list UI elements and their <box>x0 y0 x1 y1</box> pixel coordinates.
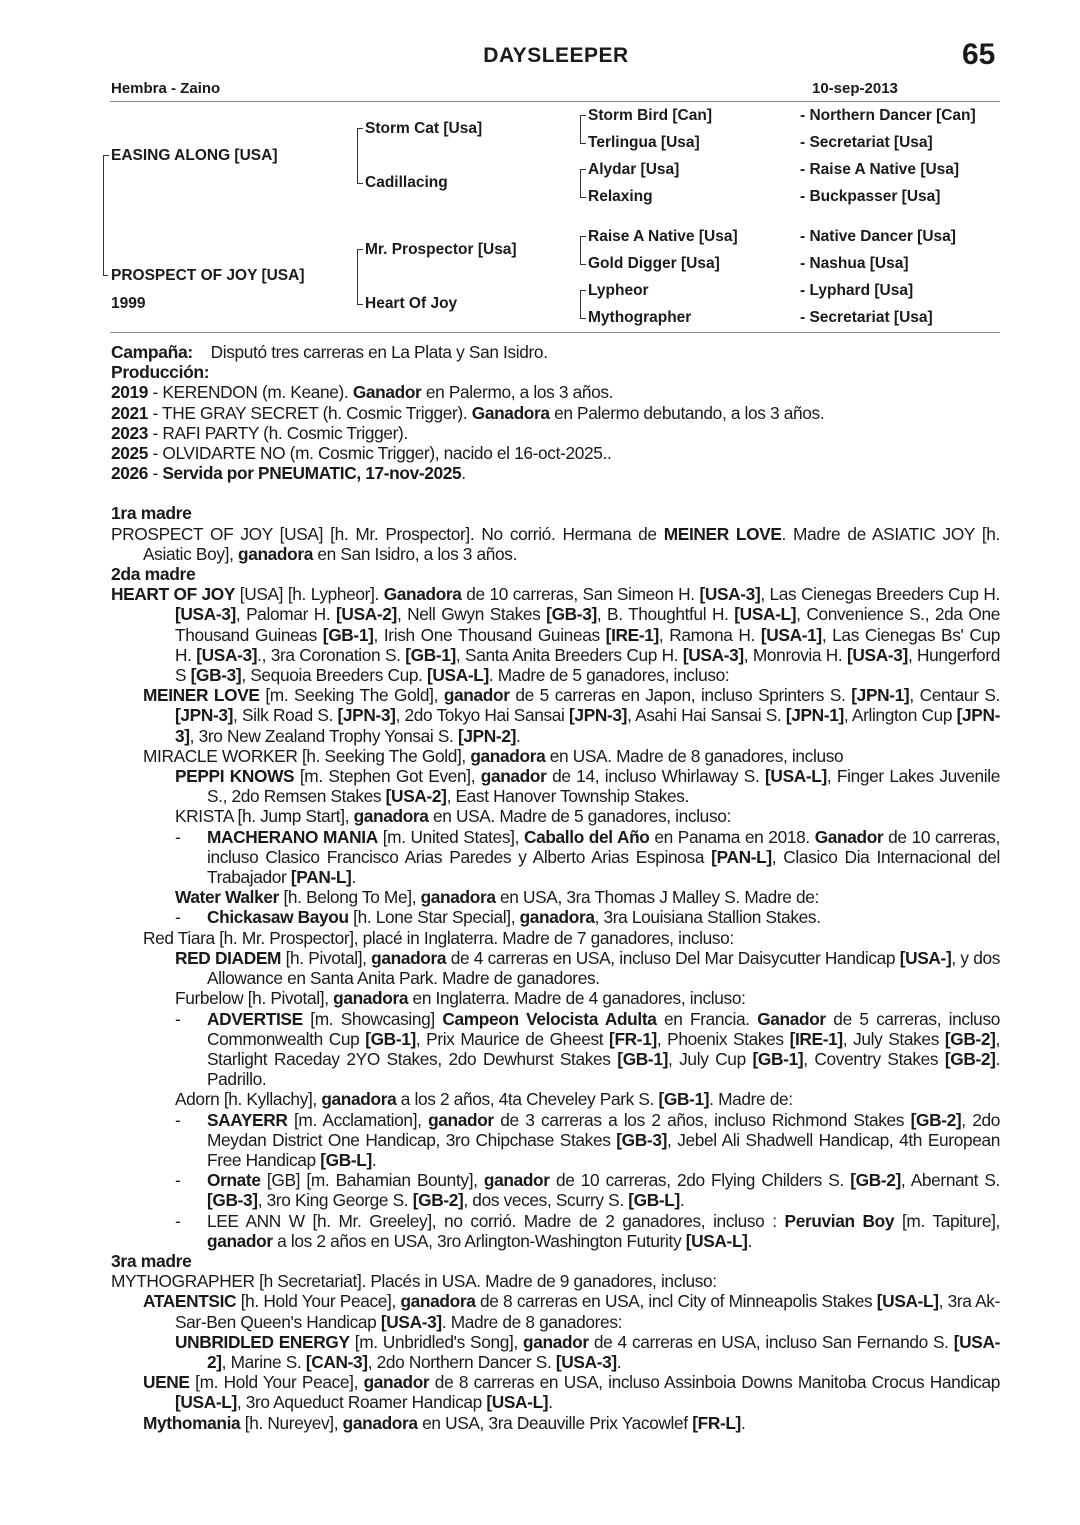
birth-date: 10-sep-2013 <box>812 80 898 97</box>
pedigree-gen4-3: - Raise A Native [Usa] <box>800 161 960 178</box>
second-dam-label: 2da madre <box>111 564 196 585</box>
produce-entry: - LEE ANN W [h. Mr. Greeley], no corrió. Madre de 2 ganadores, incluso : Peruvian Boy [m. Tapiture], ganador a los 2 años en USA, 3ro Arlington-Washington Futurity [USA-L]. <box>175 1210 1001 1251</box>
produce-entry: ATAENTSIC [h. Hold Your Peace], ganadora de 8 carreras en USA, incl City of Minneapolis Stakes [USA-L], 3ra Ak-Sar-Ben Queen's Handicap [USA-3]. Madre de 8 ganadores: <box>143 1291 1000 1332</box>
produccion-item: 2023 - RAFI PARTY (h. Cosmic Trigger). <box>111 422 408 443</box>
produce-entry: UENE [m. Hold Your Peace], ganador de 8 carreras en USA, incluso Assinboia Downs Manitoba Crocus Handicap [USA-L], 3ro Aqueduct Roamer Handicap [USA-L]. <box>143 1372 1001 1413</box>
pedigree-gen3-6: Gold Digger [Usa] <box>588 255 720 272</box>
campana-line: Campaña: Disputó tres carreras en La Plata y San Isidro. <box>111 342 548 362</box>
pedigree-bracket-tick <box>103 275 108 276</box>
pedigree-gen2-3: Mr. Prospector [Usa] <box>365 241 517 258</box>
pedigree-gen3-1: Storm Bird [Can] <box>588 107 712 124</box>
pedigree-gen3-3: Alydar [Usa] <box>588 161 680 178</box>
pedigree-gen3-2: Terlingua [Usa] <box>588 134 700 151</box>
pedigree-gen4-2: - Secretariat [Usa] <box>800 134 933 151</box>
third-dam-text: MYTHOGRAPHER [h Secretariat]. Placés in USA. Madre de 9 ganadores, incluso: <box>111 1271 717 1292</box>
pedigree-divider <box>110 332 1000 333</box>
produce-entry: Mythomania [h. Nureyev], ganadora en USA, 3ra Deauville Prix Yacowlef [FR-L]. <box>143 1412 746 1433</box>
page-number: 65 <box>962 38 996 71</box>
produce-entry: - MACHERANO MANIA [m. United States], Caballo del Año en Panama en 2018. Ganador de 10 carreras, incluso Clasico Francisco Arias Paredes y Alberto Arias Espinosa [PAN-L], Clasico Dia Internacional del Trabajador [PAN-L]. <box>175 826 1001 888</box>
third-dam-label: 3ra madre <box>111 1250 192 1271</box>
pedigree-gen4-8: - Secretariat [Usa] <box>800 309 933 326</box>
first-dam-text: PROSPECT OF JOY [USA] [h. Mr. Prospector]. No corrió. Hermana de MEINER LOVE. Madre de ASIATIC JOY [h. Asiatic Boy], ganadora en San Isidro, a los 3 años. <box>111 523 1000 564</box>
pedigree-gen4-1: - Northern Dancer [Can] <box>800 107 976 124</box>
produce-entry: - SAAYERR [m. Acclamation], ganador de 3 carreras a los 2 años, incluso Richmond Stakes [GB-2], 2do Meydan District One Handicap, 3ro Chipchase Stakes [GB-3], Jebel Ali Shadwell Handicap, 4th European Free Handicap [GB-L]. <box>175 1109 1000 1170</box>
second-dam-text: HEART OF JOY [USA] [h. Lypheor]. Ganadora de 10 carreras, San Simeon H. [USA-3], Las Cienegas Breeders Cup H. [USA-3], Palomar H. [USA-2], Nell Gwyn Stakes [GB-3], B. Thoughtful H. [USA-L], Convenience S., 2da One Thousand Guineas [GB-1], Irish One Thousand Guineas [IRE-1], Ramona H. [USA-1], Las Cienegas Bs' Cup H. [USA-3]., 3ra Coronation S. [GB-1], Santa Anita Breeders Cup H. [USA-3], Monrovia H. [USA-3], Hungerford S [GB-3], Sequoia Breeders Cup. [USA-L]. Madre de 5 ganadores, incluso: <box>111 584 1000 686</box>
produce-entry: Red Tiara [h. Mr. Prospector], placé in Inglaterra. Madre de 7 ganadores, incluso: <box>143 927 734 948</box>
pedigree-gen3-4: Relaxing <box>588 188 653 205</box>
pedigree-bracket <box>580 169 586 198</box>
pedigree-gen3-5: Raise A Native [Usa] <box>588 228 738 245</box>
pedigree-bracket <box>357 249 363 305</box>
produce-entry: - Chickasaw Bayou [h. Lone Star Special], ganadora, 3ra Louisiana Stallion Stakes. <box>175 907 821 928</box>
produce-entry: Water Walker [h. Belong To Me], ganadora en USA, 3ra Thomas J Malley S. Madre de: <box>175 887 819 908</box>
header-divider <box>110 101 1000 102</box>
produccion-label: Producción: <box>111 362 210 383</box>
catalog-body <box>111 342 1000 1433</box>
pedigree-bracket <box>580 290 586 319</box>
pedigree-gen4-7: - Lyphard [Usa] <box>800 282 914 299</box>
produce-entry: - Ornate [GB] [m. Bahamian Bounty], ganador de 10 carreras, 2do Flying Childers S. [GB-2], Abernant S. [GB-3], 3ro King George S. [GB-2], dos veces, Scurry S. [GB-L]. <box>175 1170 1000 1211</box>
produce-entry: MIRACLE WORKER [h. Seeking The Gold], ganadora en USA. Madre de 8 ganadores, incluso <box>143 745 844 766</box>
sex-color: Hembra - Zaino <box>111 80 221 97</box>
pedigree-gen3-7: Lypheor <box>588 282 649 299</box>
pedigree-bracket <box>580 236 586 265</box>
pedigree-gen2-2: Cadillacing <box>365 174 448 191</box>
produccion-item: 2019 - KERENDON (m. Keane). Ganador en Palermo, a los 3 años. <box>111 382 614 403</box>
pedigree-gen4-4: - Buckpasser [Usa] <box>800 188 941 205</box>
first-dam-label: 1ra madre <box>111 503 192 524</box>
pedigree-dam-year: 1999 <box>111 295 146 312</box>
pedigree-sire: EASING ALONG [USA] <box>111 147 278 164</box>
pedigree-gen3-8: Mythographer <box>588 309 692 326</box>
produccion-item: 2021 - THE GRAY SECRET (h. Cosmic Trigger). Ganadora en Palermo debutando, a los 3 años. <box>111 402 825 423</box>
pedigree-bracket <box>103 155 109 276</box>
pedigree-gen4-6: - Nashua [Usa] <box>800 255 909 272</box>
pedigree-bracket <box>357 128 363 184</box>
produce-entry: Furbelow [h. Pivotal], ganadora en Inglaterra. Madre de 4 ganadores, incluso: <box>175 988 746 1009</box>
produce-entry: RED DIADEM [h. Pivotal], ganadora de 4 carreras en USA, incluso Del Mar Daisycutter Handicap [USA-], y dos Allowance en Santa Anita Park. Madre de ganadores. <box>175 947 1001 989</box>
produccion-item: 2026 - Servida por PNEUMATIC, 17-nov-2025. <box>111 463 466 484</box>
produce-entry: MEINER LOVE [m. Seeking The Gold], ganador de 5 carreras en Japon, incluso Sprinters S. [JPN-1], Centaur S. [JPN-3], Silk Road S. [JPN-3], 2do Tokyo Hai Sansai [JPN-3], Asahi Hai Sansai S. [JPN-1], Arlington Cup [JPN-3], 3ro New Zealand Trophy Yonsai S. [JPN-2]. <box>143 685 1001 746</box>
pedigree-gen4-5: - Native Dancer [Usa] <box>800 228 956 245</box>
produce-entry: PEPPI KNOWS [m. Stephen Got Even], ganador de 14, incluso Whirlaway S. [USA-L], Finger Lakes Juvenile S., 2do Remsen Stakes [USA-2], East Hanover Township Stakes. <box>175 766 1000 807</box>
pedigree-gen2-1: Storm Cat [Usa] <box>365 120 483 137</box>
produce-entry: KRISTA [h. Jump Start], ganadora en USA. Madre de 5 ganadores, incluso: <box>175 806 731 827</box>
produccion-item: 2025 - OLVIDARTE NO (m. Cosmic Trigger), nacido el 16-oct-2025.. <box>111 443 612 464</box>
produce-entry: - ADVERTISE [m. Showcasing] Campeon Velocista Adulta en Francia. Ganador de 5 carreras, incluso Commonwealth Cup [GB-1], Prix Maurice de Gheest [FR-1], Phoenix Stakes [IRE-1], July Stakes [GB-2], Starlight Raceday 2YO Stakes, 2do Dewhurst Stakes [GB-1], July Cup [GB-1], Coventry Stakes [GB-2]. Padrillo. <box>175 1008 1001 1090</box>
produce-entry: UNBRIDLED ENERGY [m. Unbridled's Song], ganador de 4 carreras en USA, incluso San Fernando S. [USA-2], Marine S. [CAN-3], 2do Northern Dancer S. [USA-3]. <box>175 1331 1000 1372</box>
pedigree-bracket <box>580 115 586 144</box>
pedigree-gen2-4: Heart Of Joy <box>365 295 458 312</box>
produce-entry: Adorn [h. Kyllachy], ganadora a los 2 años, 4ta Cheveley Park S. [GB-1]. Madre de: <box>175 1089 793 1110</box>
pedigree-dam: PROSPECT OF JOY [USA] <box>111 267 305 284</box>
horse-name-title: DAYSLEEPER <box>483 44 629 67</box>
